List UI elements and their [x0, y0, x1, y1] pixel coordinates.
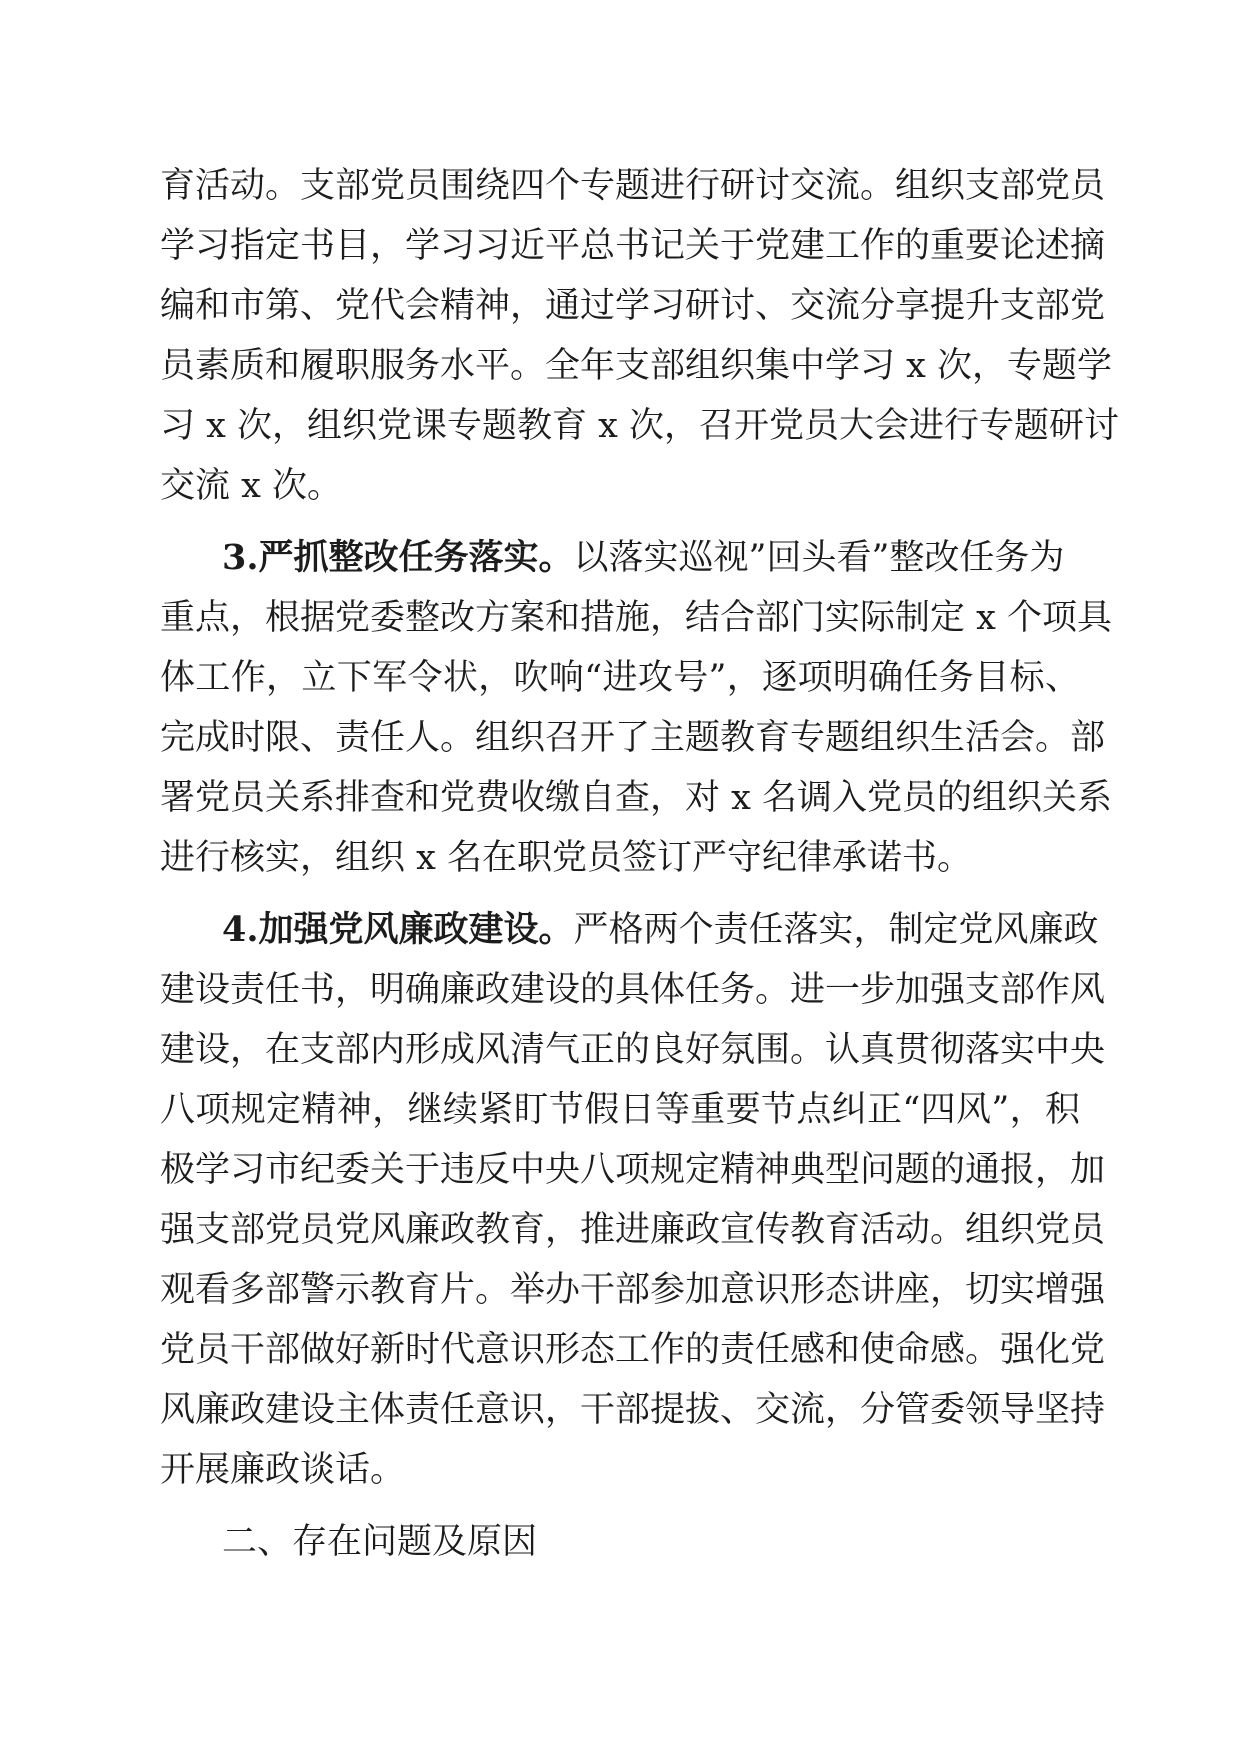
section-heading: 二、存在问题及原因: [222, 1522, 538, 1562]
paragraph-3-line: 建设，在支部内形成风清气正的良好氛围。认真贯彻落实中央: [160, 1030, 1106, 1070]
paragraph-1-line: 员素质和履职服务水平。全年支部组织集中学习 x 次，专题学: [160, 346, 1112, 386]
paragraph-3-line: 八项规定精神，继续紧盯节假日等重要节点纠正“四风”，积: [160, 1090, 1080, 1130]
paragraph-3-line: 强支部党员党风廉政教育，推进廉政宣传教育活动。组织党员: [160, 1210, 1106, 1250]
paragraph-2-line: 进行核实，组织 x 名在职党员签订严守纪律承诺书。: [160, 838, 972, 878]
paragraph-2-first-line: [160, 528, 1080, 588]
paragraph-3-line: 开展廉政谈话。: [160, 1450, 406, 1490]
paragraph-3-line: 建设责任书，明确廉政建设的具体任务。进一步加强支部作风: [160, 970, 1106, 1010]
paragraph-2-line: 署党员关系排查和党费收缴自查，对 x 名调入党员的组织关系: [160, 778, 1112, 818]
paragraph-2-line: 体工作，立下军令状，吹响“进攻号”，逐项明确任务目标、: [160, 658, 1080, 698]
paragraph-1-line: 学习指定书目，学习习近平总书记关于党建工作的重要论述摘: [160, 226, 1106, 266]
paragraph-3-line: 党员干部做好新时代意识形态工作的责任感和使命感。强化党: [160, 1330, 1106, 1370]
paragraph-3-heading: 4.加强党风廉政建设。: [222, 909, 574, 950]
paragraph-1-line: 习 x 次，组织党课专题教育 x 次，召开党员大会进行专题研讨: [160, 406, 1119, 446]
paragraph-1-line: 育活动。支部党员围绕四个专题进行研讨交流。组织支部党员: [160, 166, 1106, 206]
paragraph-3-first-line: [160, 900, 1099, 960]
paragraph-3-line: 极学习市纪委关于违反中央八项规定精神典型问题的通报，加: [160, 1150, 1106, 1190]
paragraph-2-line: 完成时限、责任人。组织召开了主题教育专题组织生活会。部: [160, 718, 1106, 758]
paragraph-2-heading: 3.严抓整改任务落实。: [222, 537, 574, 578]
paragraph-2-line: 重点，根据党委整改方案和措施，结合部门实际制定 x 个项具: [160, 598, 1112, 638]
paragraph-1-line: 编和市第、党代会精神，通过学习研讨、交流分享提升支部党: [160, 286, 1106, 326]
paragraph-3-line: 严格两个责任落实，制定党风廉政: [573, 910, 1099, 950]
paragraph-1-line: 交流 x 次。: [160, 466, 342, 506]
paragraph-2-line: 以落实巡视”回头看”整改任务为: [573, 538, 1065, 578]
paragraph-3-line: 风廉政建设主体责任意识，干部提拔、交流，分管委领导坚持: [160, 1390, 1106, 1430]
paragraph-3-line: 观看多部警示教育片。举办干部参加意识形态讲座，切实增强: [160, 1270, 1106, 1310]
